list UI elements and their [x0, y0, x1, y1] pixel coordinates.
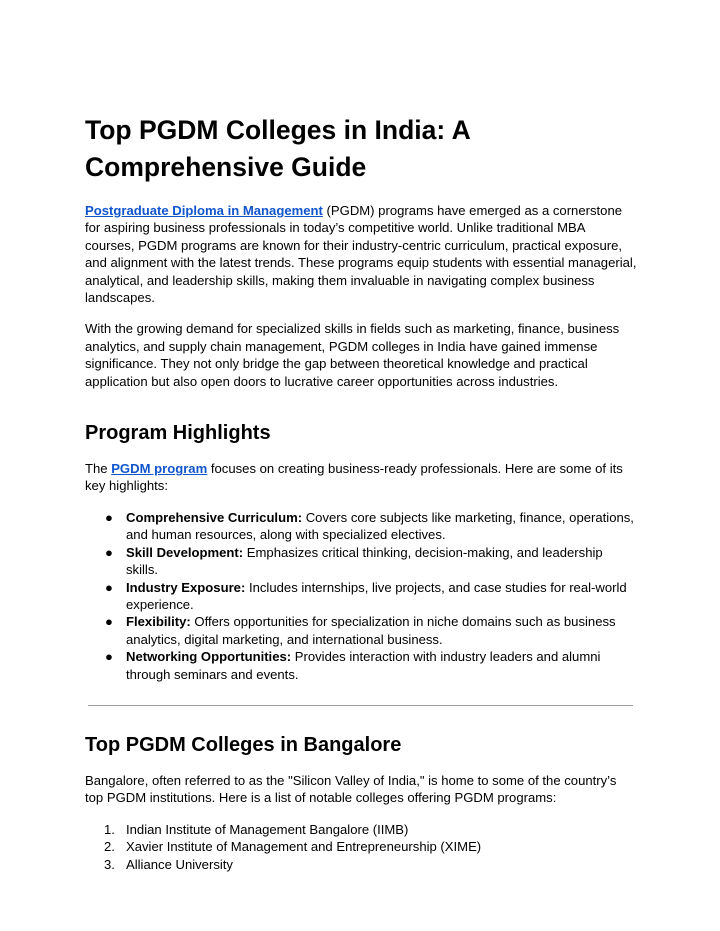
- bullet-icon: ●: [105, 544, 113, 560]
- bangalore-intro: Bangalore, often referred to as the "Silicon Valley of India," is home to some of the country’s top PGDM institutions. Here is a list of notable colleges offering PGDM programs:: [85, 772, 617, 806]
- list-item-label: Skill Development:: [126, 544, 244, 560]
- list-number: 2.: [104, 839, 115, 855]
- section-heading-highlights: Program Highlights: [85, 422, 271, 445]
- list-number: 1.: [104, 821, 115, 837]
- pgdm-link[interactable]: Postgraduate Diploma in Management: [85, 203, 323, 218]
- list-item: [85, 856, 637, 873]
- pgdm-program-link[interactable]: PGDM program: [111, 461, 208, 477]
- bullet-icon: ●: [105, 649, 113, 665]
- highlights-intro: [85, 460, 637, 495]
- section-divider: [88, 705, 633, 706]
- college-name: Indian Institute of Management Bangalore (IIMB): [126, 821, 409, 837]
- list-item: [85, 544, 637, 579]
- college-name: Xavier Institute of Management and Entrepreneurship (XIME): [126, 839, 482, 855]
- intro-paragraph-2: With the growing demand for specialized skills in fields such as marketing, finance, business analytics, and supply chain management, PGDM colleges in India have gained immense significance. They not only bridge the gap between theoretical knowledge and practical application but also open doors to lucrative career opportunities across industries.: [85, 321, 620, 389]
- list-item: [85, 613, 637, 648]
- page-title: Top PGDM Colleges in India: A Comprehensive Guide: [85, 115, 470, 182]
- highlights-intro-suffix: focuses on creating business-ready professionals. Here are some of its key highlights:: [85, 461, 623, 494]
- list-item-text: Includes internships, live projects, and case studies for real-world experience.: [126, 579, 627, 612]
- colleges-list: [85, 821, 637, 873]
- list-item-label: Comprehensive Curriculum:: [126, 509, 303, 525]
- list-item: [85, 838, 637, 855]
- bullet-icon: ●: [105, 509, 113, 525]
- section-heading-bangalore: Top PGDM Colleges in Bangalore: [85, 733, 402, 756]
- list-item-label: Flexibility:: [126, 614, 191, 630]
- highlights-intro-prefix: The: [85, 461, 112, 477]
- document-page: [85, 112, 637, 873]
- list-item-text: Emphasizes critical thinking, decision-making, and leadership skills.: [126, 544, 603, 578]
- list-item-text: Covers core subjects like marketing, finance, operations, and human resources, along with specialized electives.: [126, 509, 634, 543]
- list-number: 3.: [104, 856, 115, 872]
- list-item-text: Provides interaction with industry leaders and alumni through seminars and events.: [126, 649, 601, 682]
- intro-paragraph-1-text: (PGDM) programs have emerged as a cornerstone for aspiring business professionals in today’s competitive world. Unlike traditional MBA courses, PGDM programs are known for their industry-centric curriculum, practical exposure, and alignment with the latest trends. These programs equip students with essential managerial, analytical, and leadership skills, making them invaluable in navigating complex business landscapes.: [85, 203, 637, 306]
- list-item-label: Networking Opportunities:: [126, 649, 292, 665]
- list-item-text: Offers opportunities for specialization in niche domains such as business analytics, digital marketing, and international business.: [126, 614, 616, 647]
- list-item: [85, 821, 637, 838]
- bullet-icon: ●: [105, 614, 113, 630]
- college-name: Alliance University: [126, 856, 233, 872]
- list-item-label: Industry Exposure:: [126, 579, 246, 595]
- list-item: [85, 648, 637, 683]
- list-item: [85, 579, 637, 614]
- list-item: [85, 509, 637, 544]
- highlights-list: [85, 509, 637, 683]
- bullet-icon: ●: [105, 579, 113, 595]
- intro-paragraph-1: [85, 202, 637, 306]
